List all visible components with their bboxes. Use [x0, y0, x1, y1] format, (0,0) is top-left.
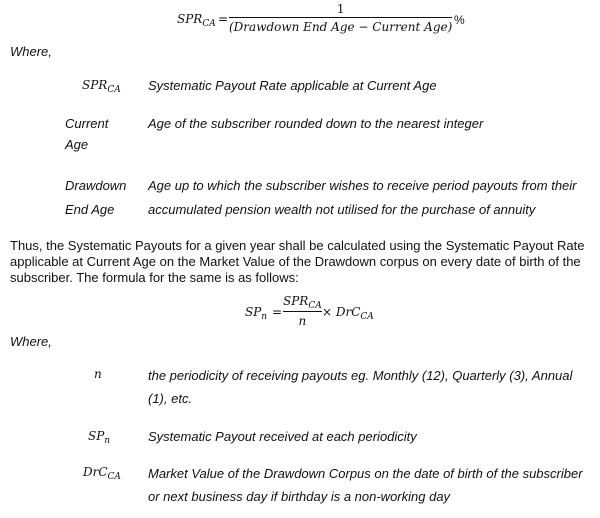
formula2-numerator: $SPR_{CA}$: [283, 294, 322, 311]
formula1-equals: =: [218, 12, 229, 26]
definition-spr-ca: Systematic Payout Rate applicable at Current Age: [148, 78, 437, 93]
definition-n: the periodicity of receiving payouts eg. Monthly (12), Quarterly (3), Annual (1), etc.: [148, 368, 573, 406]
fraction-bar: [229, 17, 452, 18]
formula2-times-drc: × DrC$_{CA}$: [322, 305, 374, 322]
where-label-2: Where,: [10, 334, 52, 349]
explanation-paragraph: Thus, the Systematic Payouts for a given year shall be calculated using the Systematic Payout Rate applicable at Current Age on the Market Value of the Drawdown corpus on every date of birth of the subscriber. The formula for the same is as follows:: [10, 238, 585, 285]
formula2-lhs: $SP_n$: [245, 305, 268, 322]
formula1-numerator: 1: [336, 2, 345, 16]
formula2-denominator: n: [298, 314, 307, 328]
formula2-equals: =: [272, 305, 283, 319]
term-current-age: Current Age: [65, 116, 109, 152]
formula1-fraction: [229, 2, 452, 34]
definition-drc-ca: Market Value of the Drawdown Corpus on the date of birth of the subscriber or next business day if birthday is a non-working day: [148, 466, 583, 504]
formula1-percent: %: [454, 13, 465, 27]
definition-current-age: Age of the subscriber rounded down to the nearest integer: [148, 116, 484, 131]
formula1-denominator: (Drawdown End Age − Current Age): [229, 20, 453, 34]
term-drawdown-end-age: Drawdown End Age: [65, 178, 127, 217]
definition-drawdown-end-age: Age up to which the subscriber wishes to receive period payouts from their accumulated pension wealth not utilised for the purchase of annuity: [148, 178, 577, 217]
where-label-1: Where,: [10, 44, 52, 59]
term-drc-ca: DrC$_{CA}$: [83, 465, 121, 482]
definition-sp-n: Systematic Payout received at each periodicity: [148, 429, 417, 444]
fraction-bar: [283, 311, 322, 312]
formula2-fraction: [283, 294, 322, 328]
term-sp-n: $SP_n$: [88, 429, 111, 446]
term-n: n: [94, 367, 102, 381]
term-spr-ca: $SPR_{CA}$: [82, 78, 121, 95]
formula1-lhs: $SPR_{CA}$: [177, 12, 216, 29]
